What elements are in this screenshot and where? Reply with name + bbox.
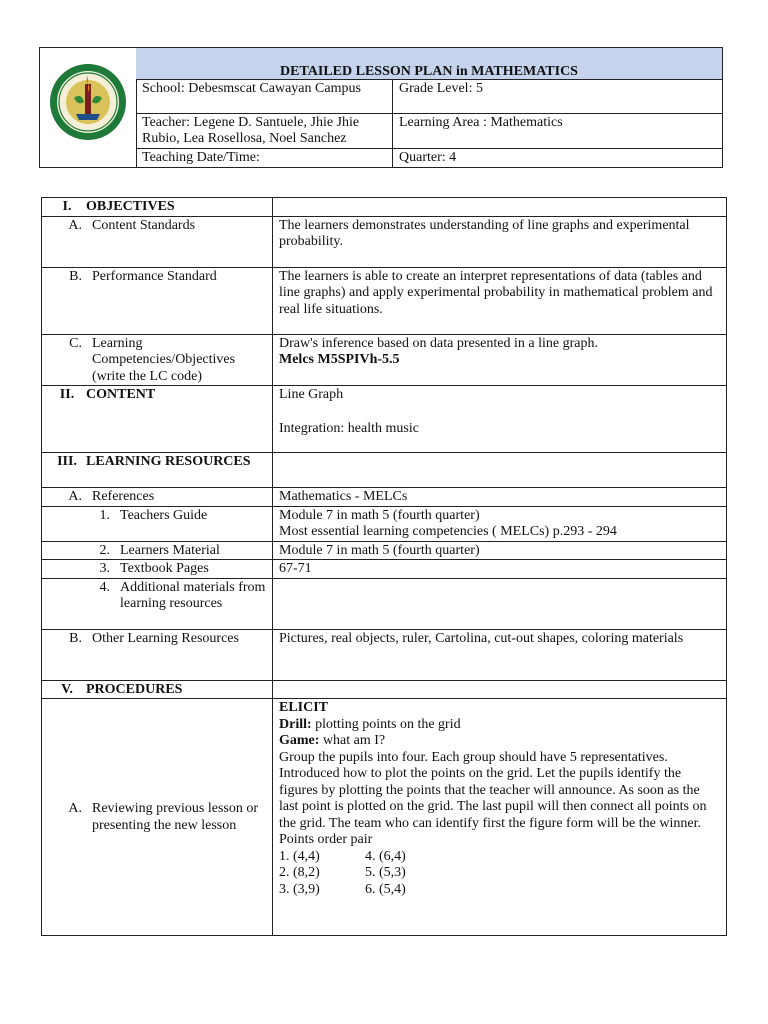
lesson-plan-table xyxy=(41,197,727,936)
section-heading: V. PROCEDURES xyxy=(61,681,183,697)
school-field: School: Debesmscat Cawayan Campus xyxy=(136,80,393,113)
row-value: Module 7 in math 5 (fourth quarter) xyxy=(279,507,480,523)
game-line: Game: what am I? xyxy=(279,733,386,748)
procedures-row xyxy=(42,680,727,699)
lesson-plan-header xyxy=(39,47,723,168)
points-heading: Points order pair xyxy=(279,832,373,847)
competency-text: Draw's inference based on data presented in a line graph. xyxy=(279,335,598,351)
quarter-field: Quarter: 4 xyxy=(399,150,457,165)
textbook-pages-row: 3. Textbook Pages 67-71 xyxy=(42,560,727,579)
header-row-teacher xyxy=(136,114,722,149)
row-label: Additional materials from learning resources xyxy=(120,579,266,611)
references-row: A. References Mathematics - MELCs xyxy=(42,488,727,507)
row-label: Learning Competencies/Objectives (write the LC code) xyxy=(92,335,236,384)
section-objectives-row xyxy=(42,198,727,217)
teacher-field: Teacher: Legene D. Santuele, Jhie Jhie Rubio, Lea Rosellosa, Noel Sanchez xyxy=(136,114,393,148)
section-heading: I. OBJECTIVES xyxy=(62,199,175,214)
row-label: Reviewing previous lesson or presenting the new lesson xyxy=(92,801,259,833)
section-heading: II. CONTENT xyxy=(59,387,156,402)
grade-level-field: Grade Level: 5 xyxy=(399,81,483,96)
ordered-pair: 3. (3,9) xyxy=(279,881,320,897)
header-row-date xyxy=(136,149,722,167)
row-value: Module 7 in math 5 (fourth quarter) xyxy=(273,541,727,560)
ordered-pair: 1. (4,4) xyxy=(279,848,320,864)
row-label: Performance Standard xyxy=(92,268,217,284)
drill-line: Drill: plotting points on the grid xyxy=(279,716,461,732)
row-label: Teachers Guide xyxy=(120,507,208,523)
melc-code: Melcs M5SPIVh-5.5 xyxy=(279,352,400,367)
row-value: 67-71 xyxy=(273,560,727,579)
learners-material-row: 2. Learners Material Module 7 in math 5 (fourth quarter) xyxy=(42,541,727,560)
row-value: Mathematics - MELCs xyxy=(273,488,727,507)
learning-resources-row xyxy=(42,453,727,488)
document-title: DETAILED LESSON PLAN in MATHEMATICS xyxy=(136,48,722,80)
content-standards-row: A. Content Standards The learners demonstrates understanding of line graphs and experimental probability. xyxy=(42,216,727,267)
other-resources-row: B. Other Learning Resources Pictures, real objects, ruler, Cartolina, cut-out shapes, coloring materials xyxy=(42,629,727,680)
logo-cell xyxy=(40,48,137,167)
ordered-pair: 4. (6,4) xyxy=(365,848,406,864)
reviewing-lesson-row: A. Reviewing previous lesson or presenting the new lesson ELICIT Drill: plotting points on the grid Game: what am I? Group the pupils into four. Each group should have 5 representatives. Introduced how to plot the points on the grid. Let the pupils identify the figures by plotting the points that the teacher will announce. As soon as the last point is plotted on the grid. The last pupil will then connect all points on the grid. The team who can identify first the figure form will be the winner. Points order pair 1. (4,4) 4. (6,4) 2. (8,2) 5. (5,3) 3. (3,9) 6. (5,4) xyxy=(42,699,727,936)
row-label: References xyxy=(92,489,155,504)
teachers-guide-row: 1. Teachers Guide Module 7 in math 5 (fourth quarter) Most essential learning competencies ( MELCs) p.293 - 294 xyxy=(42,506,727,541)
school-seal-logo xyxy=(48,62,128,142)
ordered-pair: 2. (8,2) xyxy=(279,865,320,880)
additional-materials-row: 4. Additional materials from learning resources xyxy=(42,578,727,629)
competencies-row: C. Learning Competencies/Objectives (write the LC code) Draw's inference based on data presented in a line graph. Melcs M5SPIVh-5.5 xyxy=(42,334,727,386)
content-topic: Line Graph xyxy=(279,387,344,402)
row-label: Learners Material xyxy=(120,542,220,558)
row-value: The learners is able to create an interpret representations of data (tables and line graphs) and apply experimental probability in mathematical problem and real life situations. xyxy=(273,267,727,334)
activity-description: Group the pupils into four. Each group should have 5 representatives. Introduced how to plot the points on the grid. Let the pupils identify the figures by plotting the points that the teacher will announce. As soon as the last point is plotted on the grid. The last pupil will then connect all points on the grid. The team who can identify first the figure form will be the winner. xyxy=(279,749,707,831)
learning-area-field: Learning Area : Mathematics xyxy=(399,115,563,130)
teaching-date-field: Teaching Date/Time: xyxy=(136,149,393,167)
row-value: Pictures, real objects, ruler, Cartolina, cut-out shapes, coloring materials xyxy=(273,629,727,680)
ordered-pair: 5. (5,3) xyxy=(365,865,406,880)
content-row xyxy=(42,386,727,453)
header-grid xyxy=(136,48,722,167)
row-label: Content Standards xyxy=(92,217,196,233)
elicit-heading: ELICIT xyxy=(279,700,329,715)
row-value: Most essential learning competencies ( MELCs) p.293 - 294 xyxy=(279,524,617,539)
performance-standard-row: B. Performance Standard The learners is able to create an interpret representations of data (tables and line graphs) and apply experimental probability in mathematical problem and real life situations. xyxy=(42,267,727,334)
ordered-pairs-list xyxy=(279,849,720,899)
row-value xyxy=(273,578,727,629)
ordered-pair: 6. (5,4) xyxy=(365,881,406,897)
section-heading: III. LEARNING RESOURCES xyxy=(57,454,251,469)
content-integration: Integration: health music xyxy=(279,420,419,436)
row-value: The learners demonstrates understanding of line graphs and experimental probability. xyxy=(273,216,727,267)
row-label: Other Learning Resources xyxy=(92,630,239,646)
header-row-school xyxy=(136,80,722,114)
row-label: Textbook Pages xyxy=(120,561,209,576)
